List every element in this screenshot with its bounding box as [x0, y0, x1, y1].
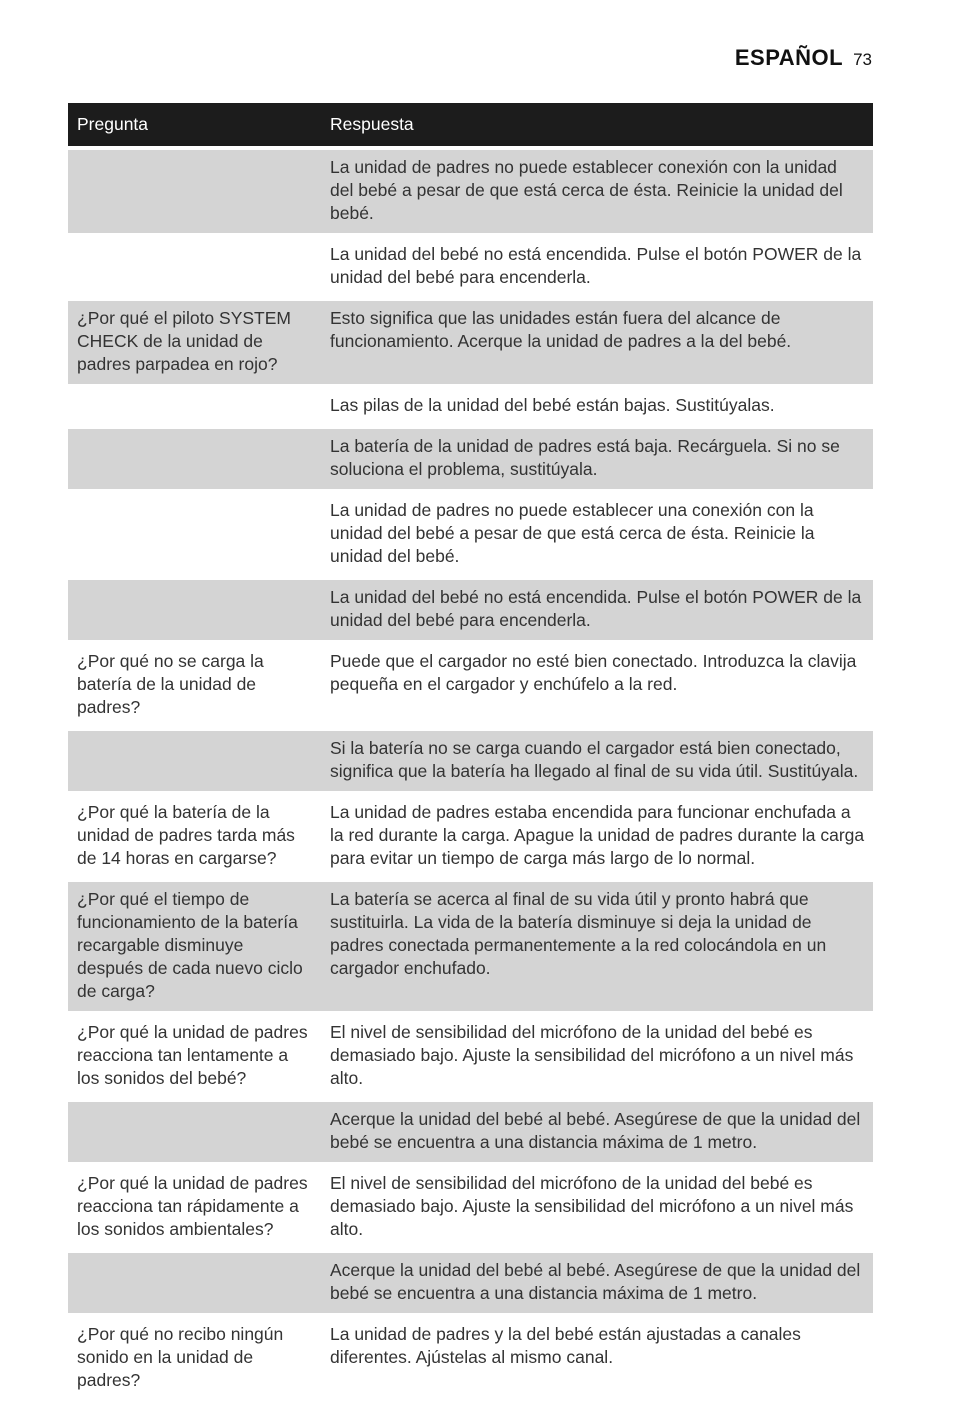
question-cell — [68, 1253, 321, 1313]
answer-cell: La unidad de padres y la del bebé están ajustadas a canales diferentes. Ajústelas al mismo canal. — [330, 1324, 801, 1367]
question-cell: ¿Por qué el piloto SYSTEM CHECK de la unidad de padres parpadea en rojo? — [68, 301, 321, 384]
answer-cell: La batería de la unidad de padres está baja. Recárguela. Si no se soluciona el problema, sustitúyala. — [321, 429, 873, 489]
table-row — [68, 731, 873, 791]
table-row — [68, 1253, 873, 1313]
table-row — [68, 388, 873, 425]
table-row — [68, 301, 873, 384]
question-cell — [68, 237, 321, 297]
question-cell: ¿Por qué la unidad de padres reacciona tan lentamente a los sonidos del bebé? — [77, 1022, 308, 1088]
table-header-row — [68, 103, 873, 146]
question-cell — [68, 150, 321, 233]
table-body — [68, 150, 873, 1400]
answer-cell: El nivel de sensibilidad del micrófono de la unidad del bebé es demasiado bajo. Ajuste la sensibilidad del micrófono a un nivel más alto. — [330, 1022, 854, 1088]
question-cell — [68, 1102, 321, 1162]
question-cell: ¿Por qué no se carga la batería de la unidad de padres? — [77, 651, 264, 717]
table-row — [68, 429, 873, 489]
answer-cell: La unidad de padres no puede establecer conexión con la unidad del bebé a pesar de que está cerca de ésta. Reinicie la unidad del bebé. — [321, 150, 873, 233]
language-label: ESPAÑOL — [734, 45, 844, 70]
column-header-answer: Respuesta — [321, 103, 873, 146]
table-row — [68, 580, 873, 640]
page-number: 73 — [853, 50, 872, 69]
answer-cell: El nivel de sensibilidad del micrófono de la unidad del bebé es demasiado bajo. Ajuste la sensibilidad del micrófono a un nivel más alto. — [330, 1173, 854, 1239]
answer-cell: Puede que el cargador no esté bien conectado. Introduzca la clavija pequeña en el cargador y enchúfelo a la red. — [330, 651, 857, 694]
table-row — [68, 1015, 873, 1098]
answer-cell: Esto significa que las unidades están fuera del alcance de funcionamiento. Acerque la unidad de padres a la del bebé. — [321, 301, 873, 384]
answer-cell: Acerque la unidad del bebé al bebé. Asegúrese de que la unidad del bebé se encuentra a una distancia máxima de 1 metro. — [321, 1102, 873, 1162]
question-cell — [68, 429, 321, 489]
table-row — [68, 1166, 873, 1249]
answer-cell: Si la batería no se carga cuando el cargador está bien conectado, significa que la batería ha llegado al final de su vida útil. Sustitúyala. — [321, 731, 873, 791]
answer-cell: La unidad de padres no puede establecer una conexión con la unidad del bebé a pesar de que está cerca de ésta. Reinicie la unidad del bebé. — [330, 500, 815, 566]
question-cell: ¿Por qué el tiempo de funcionamiento de la batería recargable disminuye después de cada nuevo ciclo de carga? — [68, 882, 321, 1011]
page-header — [735, 45, 872, 71]
table-row — [68, 493, 873, 576]
question-cell — [68, 388, 321, 425]
table-row — [68, 150, 873, 233]
faq-table — [68, 99, 873, 1404]
answer-cell: Las pilas de la unidad del bebé están bajas. Sustitúyalas. — [330, 395, 775, 415]
answer-cell: La unidad de padres estaba encendida para funcionar enchufada a la red durante la carga. Apague la unidad de padres durante la carga para evitar un tiempo de carga más largo de lo normal. — [330, 802, 865, 868]
table-row — [68, 882, 873, 1011]
question-cell: ¿Por qué la unidad de padres reacciona tan rápidamente a los sonidos ambientales? — [77, 1173, 308, 1239]
answer-cell: La unidad del bebé no está encendida. Pulse el botón POWER de la unidad del bebé para encenderla. — [330, 244, 862, 287]
table-row — [68, 644, 873, 727]
answer-cell: La unidad del bebé no está encendida. Pulse el botón POWER de la unidad del bebé para encenderla. — [321, 580, 873, 640]
table-row — [68, 1102, 873, 1162]
question-cell: ¿Por qué la batería de la unidad de padres tarda más de 14 horas en cargarse? — [77, 802, 295, 868]
column-header-question: Pregunta — [68, 103, 321, 146]
question-cell — [68, 731, 321, 791]
answer-cell: La batería se acerca al final de su vida útil y pronto habrá que sustituirla. La vida de la batería disminuye si deja la unidad de padres conectada permanentemente a la red colocándola en un cargador enchufado. — [321, 882, 873, 1011]
table-row — [68, 1317, 873, 1400]
question-cell: ¿Por qué no recibo ningún sonido en la unidad de padres? — [77, 1324, 284, 1390]
table-row — [68, 237, 873, 297]
question-cell — [68, 493, 321, 576]
question-cell — [68, 580, 321, 640]
answer-cell: Acerque la unidad del bebé al bebé. Asegúrese de que la unidad del bebé se encuentra a una distancia máxima de 1 metro. — [321, 1253, 873, 1313]
table-row — [68, 795, 873, 878]
